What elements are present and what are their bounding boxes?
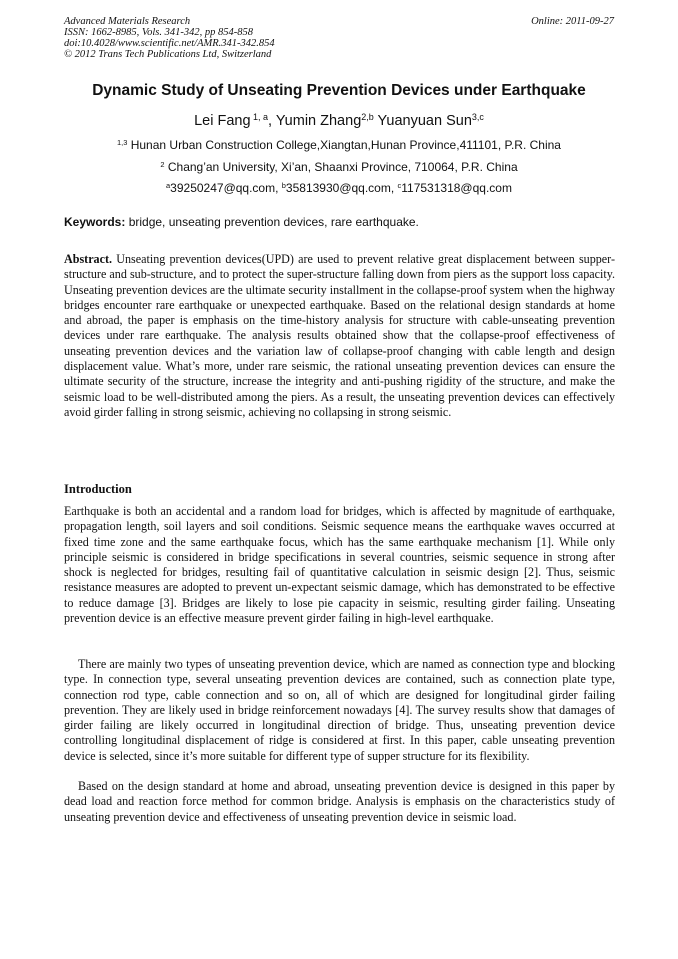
author-line: Lei Fang $^{1, a}$, Yumin Zhang$^{2,b}$ Yuanyuan Sun$^{3,c}$ — [194, 112, 484, 129]
email: 117531318@qq.com — [401, 181, 512, 195]
author-sup: 2,b — [361, 112, 374, 123]
email-sup: c — [397, 180, 402, 190]
abstract-label: Abstract. — [64, 252, 113, 266]
email-sup: a — [166, 180, 171, 190]
affiliation — [0, 138, 678, 152]
email: 35813930@qq.com — [285, 181, 391, 195]
section-heading-introduction: Introduction — [64, 482, 132, 496]
abstract — [64, 252, 615, 420]
author-name: Yumin Zhang — [275, 113, 362, 129]
affiliation-text: Chang’an University, Xi’an, Shaanxi Province, 710064, P.R. China — [167, 160, 518, 174]
keywords-text: bridge, unseating prevention devices, rare earthquake. — [128, 215, 419, 229]
intro-paragraph: Earthquake is both an accidental and a random load for bridges, which is affected by magnitude of earthquake, propagation length, soil layers and soil conditions. Seismic sequence means the earthquake waves occurred at fixed time zone and the same earthquake focus, which has the same earthquake mechanism [1]. While only principle seismic is considered in bridge specifications in several countries, seismic sequence in strong after shock is neglected for bridges, resulting fail of quantitative calculation in seismic design [2]. Thus, seismic resistance measures are adopted to prevent un-expectant seismic damage, which has demonstrated to be effective to reduce damage [3]. Bridges are likely to lose pie capacity in seismic, resulting girder failing. Unseating prevention device is an effective measure prevent girder failing in high-level earthquake. — [64, 504, 615, 626]
affiliation-sup: 2 — [160, 159, 165, 169]
journal-issn: ISSN: 1662-8985, Vols. 341-342, pp 854-858 — [64, 27, 253, 38]
affiliation-text: Hunan Urban Construction College,Xiangtan,Hunan Province,411101, P.R. China — [130, 138, 561, 152]
affiliation — [0, 160, 678, 174]
journal-copyright: © 2012 Trans Tech Publications Ltd, Switzerland — [64, 49, 272, 60]
online-date: Online: 2011-09-27 — [531, 16, 614, 27]
email-sup: b — [281, 180, 286, 190]
author-sup: 3,c — [471, 112, 484, 123]
journal-name: Advanced Materials Research — [64, 16, 191, 27]
paper-title: Dynamic Study of Unseating Prevention Devices under Earthquake — [92, 82, 586, 99]
author-sup: 1, a — [250, 112, 269, 123]
intro-paragraph: Based on the design standard at home and abroad, unseating prevention device is designed in this paper by dead load and reaction force method for common bridge. Analysis is emphasis on the characteristics study of unseating prevention device and effectiveness of unseating prevention device in seismic load. — [64, 779, 615, 824]
abstract-text: Unseating prevention devices(UPD) are used to prevent relative great displacement between supper-structure and sub-structure, and to protect the super-structure falling down from piers as the support loss capacity. Unseating prevention devices are the ultimate security installment in the collapse-proof system when the highway bridges encounter rare earthquake or unexpected earthquake. Based on the relational design standards at home and abroad, the paper is emphasis on the time-history analysis for structure with cable-unseating prevention devices under rare earthquake. The analysis results obtained show that the collapse-proof effectiveness of unseating prevention devices and the variation law of collapse-proof changing with cable length and design displacement value. What’s more, under rare seismic, the rational unseating prevention devices can ensure the ultimate security of the structure, increase the integrity and anti-pushing rigidity of the structure, and make the seismic load to be well-distributed among the piers. As a result, the unseating prevention devices can effectively avoid girder falling in strong seismic, achieving no collapsing in strong seismic. — [64, 252, 615, 419]
keywords — [64, 215, 616, 229]
intro-paragraph: There are mainly two types of unseating prevention device, which are named as connection type and blocking type. In connection type, several unseating prevention devices are contained, such as connection plate type, connection rod type, cable connection and so on, all of which are designed for longitudinal girder failing prevention. They are likely used in bridge reinforcement nowadays [4]. The survey results show that damages of girder failing are likely occurred in longitudinal direction of bridge. Thus, unseating prevention device controlling longitudinal displacement of ridge is considered at first. In this paper, cable unseating prevention device is selected, since it’s more suitable for different type of supper structure for its flexibility. — [64, 657, 615, 763]
journal-header — [64, 16, 275, 60]
journal-doi: doi:10.4028/www.scientific.net/AMR.341-342.854 — [64, 38, 275, 49]
affiliation-sup: 1,3 — [117, 137, 128, 147]
author-name: Lei Fang — [194, 113, 251, 129]
email-line: $^a$39250247@qq.com, $^b$35813930@qq.com, $^c$117531318@qq.com — [166, 180, 512, 195]
email: 39250247@qq.com — [170, 181, 276, 195]
keywords-label: Keywords: — [64, 215, 126, 229]
author-name: Yuanyuan Sun — [377, 113, 472, 129]
